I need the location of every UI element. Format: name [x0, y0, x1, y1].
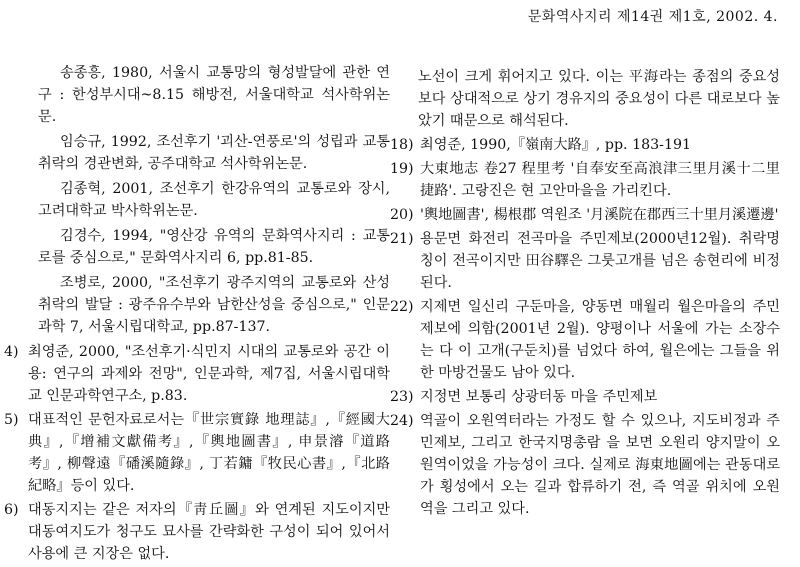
reference-item: 송종흥, 1980, 서울시 교통망의 형성발달에 관한 연구 : 한성부시대~8.15 해방전, 서울대학교 석사학위논문.	[38, 65, 390, 125]
footnote-text: 지정면 보통리 상광터동 마을 주민제보	[420, 389, 658, 405]
footnote-text: 대표적인 문헌자료로서는『世宗實錄 地理誌』,『經國大典』,『增補文獻備考』,『輿地圖書』, 申景濬『道路考』, 柳聲遠『磻溪隨錄』, 丁若鏞『牧民心書』,『北路紀略』등이 있다.	[28, 412, 390, 494]
footnote-continuation: 노선이 크게 휘어지고 있다. 이는 平海라는 종점의 중요성보다 상대적으로 상기 경유지의 중요성이 다른 대로보다 높았기 때문으로 해석된다.	[418, 69, 780, 129]
footnote-number: 4)	[4, 344, 19, 360]
footnote-6	[4, 499, 390, 565]
footnote-text: 최영준, 2000, "조선후기·식민지 시대의 교통로와 공간 이용: 연구의 과제와 전망", 인문과학, 제7집, 서울시립대학교 인문과학연구소, p.83.	[28, 344, 390, 404]
footnote-text: '輿地圖書', 楊根郡 역원조 '月溪院在郡西三十里月溪遷邊'	[420, 207, 779, 223]
footnote-number: 22)	[390, 299, 414, 315]
footnote-23	[390, 386, 780, 408]
footnote-22	[390, 296, 780, 384]
footnote-number: 6)	[4, 502, 19, 518]
footnote-21	[390, 228, 780, 294]
footnote-number: 23)	[390, 389, 414, 405]
footnote-text: 용문면 화전리 전곡마을 주민제보(2000년12월). 취락명칭이 전곡이지만 田谷驛은 그룻고개를 넘은 송현리에 비정된다.	[420, 231, 780, 291]
footnote-text: 최영준, 1990,『嶺南大路』, pp. 183-191	[420, 137, 692, 153]
footnote-18	[390, 134, 780, 156]
footnote-text: 대동지지는 같은 저자의『靑丘圖』와 연계된 지도이지만 대동여지도가 청구도 묘사를 간략화한 구성이 되어 있어서 사용에 큰 지장은 없다.	[28, 502, 390, 562]
footnote-19	[390, 158, 780, 202]
reference-item: 김경수, 1994, "영산강 유역의 문화역사지리 : 교통로를 중심으로," 문화역사지리 6, pp.81-85.	[38, 228, 390, 266]
right-column	[390, 66, 780, 522]
left-column	[4, 62, 390, 567]
footnote-number: 5)	[4, 412, 19, 428]
footnote-text: 大東地志 卷27 程里考 '自奉安至高浪津三里月溪十二里捷路'. 고랑진은 현 고안마을을 가리킨다.	[420, 161, 780, 199]
reference-item: 김종혁, 2001, 조선후기 한강유역의 교통로와 장시, 고려대학교 박사학위논문.	[38, 181, 390, 219]
footnote-text: 지제면 일신리 구둔마을, 양동면 매월리 월은마을의 주민제보에 의함(2001년 2월). 양평이나 서울에 가는 소장수는 다 이 고개(구둔치)를 넘었다 하여, 월은에는 그들을 위한 마방건물도 남아 있다.	[420, 299, 780, 381]
footnote-number: 20)	[390, 207, 414, 223]
footnote-number: 18)	[390, 137, 414, 153]
reference-item: 임승규, 1992, 조선후기 '괴산-연풍로'의 성립과 교통취락의 경관변화, 공주대학교 석사학위논문.	[38, 134, 390, 172]
footnote-text: 역골이 오원역터라는 가정도 할 수 있으나, 지도비정과 주민제보, 그리고 한국지명총람 을 보면 오원리 양지말이 오원역이었을 가능성이 크다. 실제로 海東地圖에는 관동대로가 횡성에서 오는 길과 합류하기 전, 즉 역골 위치에 오원역을 그리고 있다.	[420, 413, 780, 517]
footnote-20	[390, 204, 780, 226]
footnote-5	[4, 409, 390, 497]
footnote-4	[4, 341, 390, 407]
reference-item: 조병로, 2000, "조선후기 광주지역의 교통로와 산성취락의 발달 : 광주유수부와 남한산성을 중심으로," 인문과학 7, 서울시립대학교, pp.87-137.	[38, 275, 390, 335]
footnote-number: 21)	[390, 231, 414, 247]
footnote-number: 24)	[390, 413, 414, 429]
footnote-number: 19)	[390, 161, 414, 177]
running-head: 문화역사지리 제14권 제1호, 2002. 4.	[527, 9, 778, 25]
footnote-24	[390, 410, 780, 520]
